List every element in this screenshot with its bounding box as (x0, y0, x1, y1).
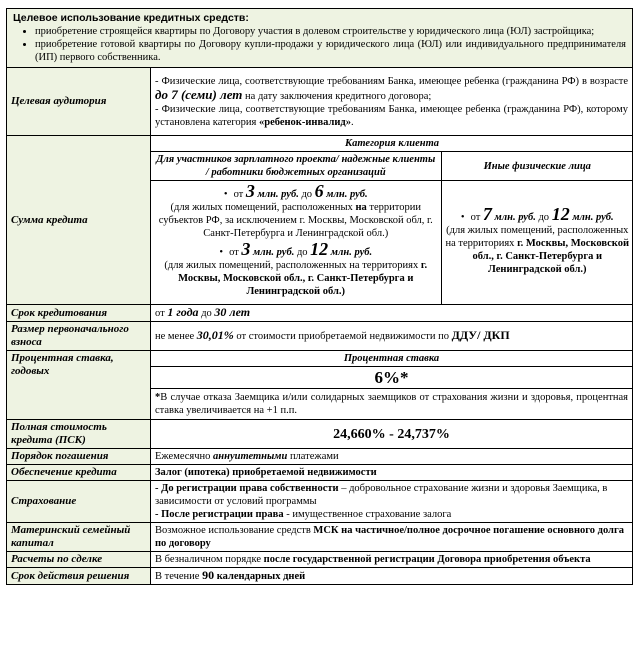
audience-row (7, 68, 633, 136)
settle-value (151, 552, 633, 568)
repay-row (7, 449, 633, 465)
purpose-header: Целевое использование кредитных средств: (13, 12, 249, 24)
amount-to: до (535, 211, 552, 223)
amount-min: 3 (245, 181, 255, 201)
amount-row (7, 136, 633, 305)
msk-label: Материнский семейный капитал (7, 523, 151, 552)
rate-header: Процентная ставка (151, 351, 632, 367)
msk-text: Возможное использование средств (155, 525, 314, 536)
term-label: Срок кредитования (7, 305, 151, 322)
amount-note: (для жилых помещений, расположенных (170, 202, 356, 213)
audience-age: до 7 (семи) лет (155, 86, 243, 102)
security-label: Обеспечение кредита (7, 465, 151, 481)
audience-label: Целевая аудитория (7, 68, 151, 136)
repay-text: Ежемесячно (155, 451, 214, 462)
valid-row (7, 568, 633, 585)
msk-bold: МСК на частичное/полное досрочное погашение основного долга по договору (155, 525, 624, 549)
amount-unit: млн. руб. (250, 247, 295, 258)
psk-row (7, 420, 633, 449)
purpose-row (7, 9, 633, 68)
rate-note-mark: * (155, 392, 161, 403)
audience-value (151, 68, 633, 136)
amount-note: (для жилых помещений, расположенных на территориях (445, 224, 629, 249)
valid-value (151, 568, 633, 585)
down-percent: 30,01% (196, 328, 234, 342)
amount-min: 3 (241, 239, 251, 259)
amount-to: до (298, 189, 315, 200)
amount-from: от (229, 247, 242, 258)
purpose-cell (7, 9, 633, 68)
settle-bold: после государственной регистрации Договора приобретения объекта (263, 554, 591, 565)
amount-item: • от 7 млн. руб. до 12 млн. руб. (для жилых помещений, расположенных на территориях г. Москвы, Московской обл., г. Санкт-Петербурга и Ленинградской обл.) (445, 203, 629, 275)
security-row (7, 465, 633, 481)
term-min: 1 года (167, 305, 199, 319)
valid-text: календарных дней (214, 571, 306, 582)
down-contract: ДДУ/ ДКП (451, 328, 510, 342)
amount-value (151, 136, 633, 305)
rate-value (151, 351, 633, 420)
rate-note (151, 389, 632, 419)
settle-row (7, 552, 633, 568)
insurance-value (151, 481, 633, 523)
rate-number: 6%* (151, 367, 632, 389)
amount-max: 12 (310, 239, 329, 259)
col1-header: Для участников зарплатного проекта/ надежные клиенты / работники бюджетных организаций (151, 152, 441, 181)
rate-label: Процентная ставка, годовых (7, 351, 151, 420)
term-value (151, 305, 633, 322)
amount-unit: млн. руб. (569, 211, 614, 223)
amount-min: 7 (482, 203, 492, 224)
amount-note: на (355, 202, 367, 213)
repay-text: платежами (287, 451, 339, 462)
amount-unit: млн. руб. (491, 211, 536, 223)
audience-text: - Физические лица, соответствующие требованиям Банка, имеющее ребенка (гражданина РФ) в возрасте (155, 75, 629, 87)
repay-value (151, 449, 633, 465)
down-text: от стоимости приобретаемой недвижимости по (233, 331, 452, 342)
category-table (151, 136, 633, 304)
insurance-label: Страхование (7, 481, 151, 523)
purpose-item: • приобретение готовой квартиры по Договору купли-продажи у юридического лица (ЮЛ) или индивидуального предпринимателя (ИП) первого собственника. (35, 38, 626, 64)
down-payment-value (151, 322, 633, 351)
insurance-before: - До регистрации права собственности (155, 483, 339, 494)
category-header: Категория клиента (151, 136, 633, 152)
audience-text: . (350, 116, 354, 128)
down-text: не менее (155, 331, 197, 342)
security-value: Залог (ипотека) приобретаемой недвижимости (151, 465, 633, 481)
amount-item: • от 3 млн. руб. до 12 млн. руб. (для жилых помещений, расположенных на территориях г. Москвы, Московской обл., г. Санкт-Петербурга и Ленинградской обл.) (164, 239, 428, 297)
valid-label: Срок действия решения (7, 568, 151, 585)
loan-terms-table (6, 8, 633, 585)
msk-row (7, 523, 633, 552)
valid-days: 90 (202, 568, 215, 582)
amount-note: г. Москвы, Московской обл., г. Санкт-Петербурга и Ленинградской обл.) (472, 237, 629, 275)
purpose-list (13, 25, 626, 64)
repay-label: Порядок погашения (7, 449, 151, 465)
audience-text: на дату заключения кредитного договора; (242, 90, 432, 102)
msk-value (151, 523, 633, 552)
insurance-text: – добровольное страхование жизни и здоровья Заемщика, в зависимости от условий программы (155, 483, 608, 507)
amount-item: • от 3 млн. руб. до 6 млн. руб. (для жилых помещений, расположенных на территории субъектов РФ, за исключением г. Москвы, Московской обл, г. Санкт-Петербурга и Ленинградской обл.) (158, 181, 433, 239)
amount-unit: млн. руб. (254, 189, 299, 200)
down-payment-row (7, 322, 633, 351)
amount-from: от (470, 211, 483, 223)
insurance-text: - имущественное страхование залога (283, 509, 452, 520)
psk-value: 24,660% - 24,737% (151, 420, 633, 449)
amount-from: от (233, 189, 246, 200)
insurance-after: - После регистрации права (155, 509, 284, 520)
amount-unit: млн. руб. (328, 247, 373, 258)
amount-to: до (294, 247, 311, 258)
term-text: до (198, 308, 215, 319)
amount-label: Сумма кредита (7, 136, 151, 305)
amount-max: 6 (314, 181, 324, 201)
valid-text: В течение (155, 571, 203, 582)
psk-label: Полная стоимость кредита (ПСК) (7, 420, 151, 449)
amount-note: территории субъектов РФ, за исключением г. Москвы, Московской обл, г. Санкт-Петербурга и Ленинградской обл.) (158, 202, 433, 239)
audience-text: - Физические лица, соответствующие требованиям Банка, имеющее ребенка (гражданина РФ), которому установлена категория (155, 103, 629, 128)
term-row (7, 305, 633, 322)
insurance-row (7, 481, 633, 523)
col2-header: Иные физические лица (441, 152, 633, 181)
col1-amounts (151, 181, 441, 305)
amount-note: (для жилых помещений, расположенных на территориях (164, 260, 421, 271)
repay-type: аннуитетными (213, 451, 288, 462)
purpose-item: • приобретение строящейся квартиры по Договору участия в долевом строительстве у юридического лица (ЮЛ) застройщика; (35, 25, 626, 38)
down-payment-label: Размер первоначального взноса (7, 322, 151, 351)
amount-unit: млн. руб. (323, 189, 368, 200)
col2-amounts (441, 181, 633, 305)
amount-max: 12 (551, 203, 570, 224)
rate-row (7, 351, 633, 420)
amount-note: г. Москвы, Московской обл., г. Санкт-Петербурга и Ленинградской обл.) (178, 260, 428, 297)
settle-text: В безналичном порядке (155, 554, 264, 565)
term-text: от (155, 308, 168, 319)
settle-label: Расчеты по сделке (7, 552, 151, 568)
rate-note-text: В случае отказа Заемщика и/или солидарных заемщиков от страхования жизни и здоровья, процентная ставка увеличивается на +1 п.п. (155, 392, 629, 416)
audience-category: «ребенок-инвалид» (258, 116, 351, 128)
term-max: 30 лет (214, 305, 251, 319)
